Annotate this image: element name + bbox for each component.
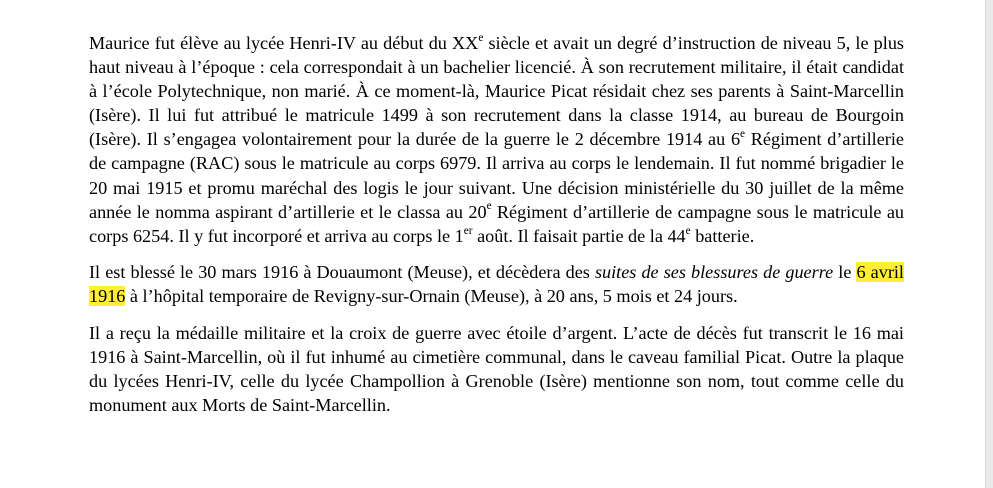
text-run: août. Il faisait partie de la 44 bbox=[472, 225, 686, 246]
text-run: à l’hôpital temporaire de Revigny-sur-Ornain (Meuse), à 20 ans, 5 mois et 24 jours. bbox=[125, 286, 738, 307]
superscript: er bbox=[463, 224, 473, 237]
text-run: Il a reçu la médaille militaire et la croix de guerre avec étoile d’argent. L’acte de décès fut transcrit le 16 mai 1916 à Saint-Marcellin, où il fut inhumé au cimetière communal, dans le caveau familial Picat. Outre la plaque du lycées Henri-IV, celle du lycée Champollion à Grenoble (Isère) mentionne son nom, tout comme celle du monument aux Morts de Saint-Marcellin. bbox=[89, 323, 904, 416]
document-body bbox=[89, 31, 904, 430]
paragraph-honours bbox=[89, 321, 904, 417]
paragraph-death bbox=[89, 260, 904, 308]
paragraph-enlistment bbox=[89, 31, 904, 248]
superscript: e bbox=[740, 128, 746, 141]
text-run: Maurice fut élève au lycée Henri-IV au début du XX bbox=[89, 33, 479, 53]
highlighted-date: 6 avril 1916 bbox=[89, 262, 904, 307]
text-run: Régiment d’artillerie de campagne sous le matricule au corps 6254. Il y fut incorporé et arriva au corps le 1 bbox=[89, 201, 905, 246]
text-run: batterie. bbox=[690, 225, 755, 246]
superscript: e bbox=[478, 31, 484, 44]
superscript: e bbox=[486, 200, 492, 213]
superscript: e bbox=[685, 224, 691, 237]
text-run: le bbox=[833, 262, 857, 283]
italic-text: suites de ses blessures de guerre bbox=[594, 262, 834, 283]
vertical-scrollbar[interactable] bbox=[985, 0, 993, 488]
text-run: Il est blessé le 30 mars 1916 à Douaumont (Meuse), et décèdera des bbox=[89, 262, 595, 283]
text-run: siècle et avait un degré d’instruction de niveau 5, le plus haut niveau à l’époque : cela correspondait à un bachelier licencié. À son recrutement militaire, il était candidat à l’école Polytechnique, non marié. À ce moment-là, Maurice Picat résidait chez ses parents à Saint-Marcellin (Isère). Il lui fut attribué le matricule 1499 à son recrutement dans la classe 1914, au bureau de Bourgoin (Isère). Il s’engagea volontairement pour la durée de la guerre le 2 décembre 1914 au 6 bbox=[89, 33, 904, 150]
text-run: Régiment d’artillerie de campagne (RAC) sous le matricule au corps 6979. Il arriva au corps le lendemain. Il fut nommé brigadier le 20 mai 1915 et promu maréchal des logis le jour suivant. Une décision ministérielle du 30 juillet de la même année le nomma aspirant d’artillerie et le classa au 20 bbox=[89, 129, 904, 222]
